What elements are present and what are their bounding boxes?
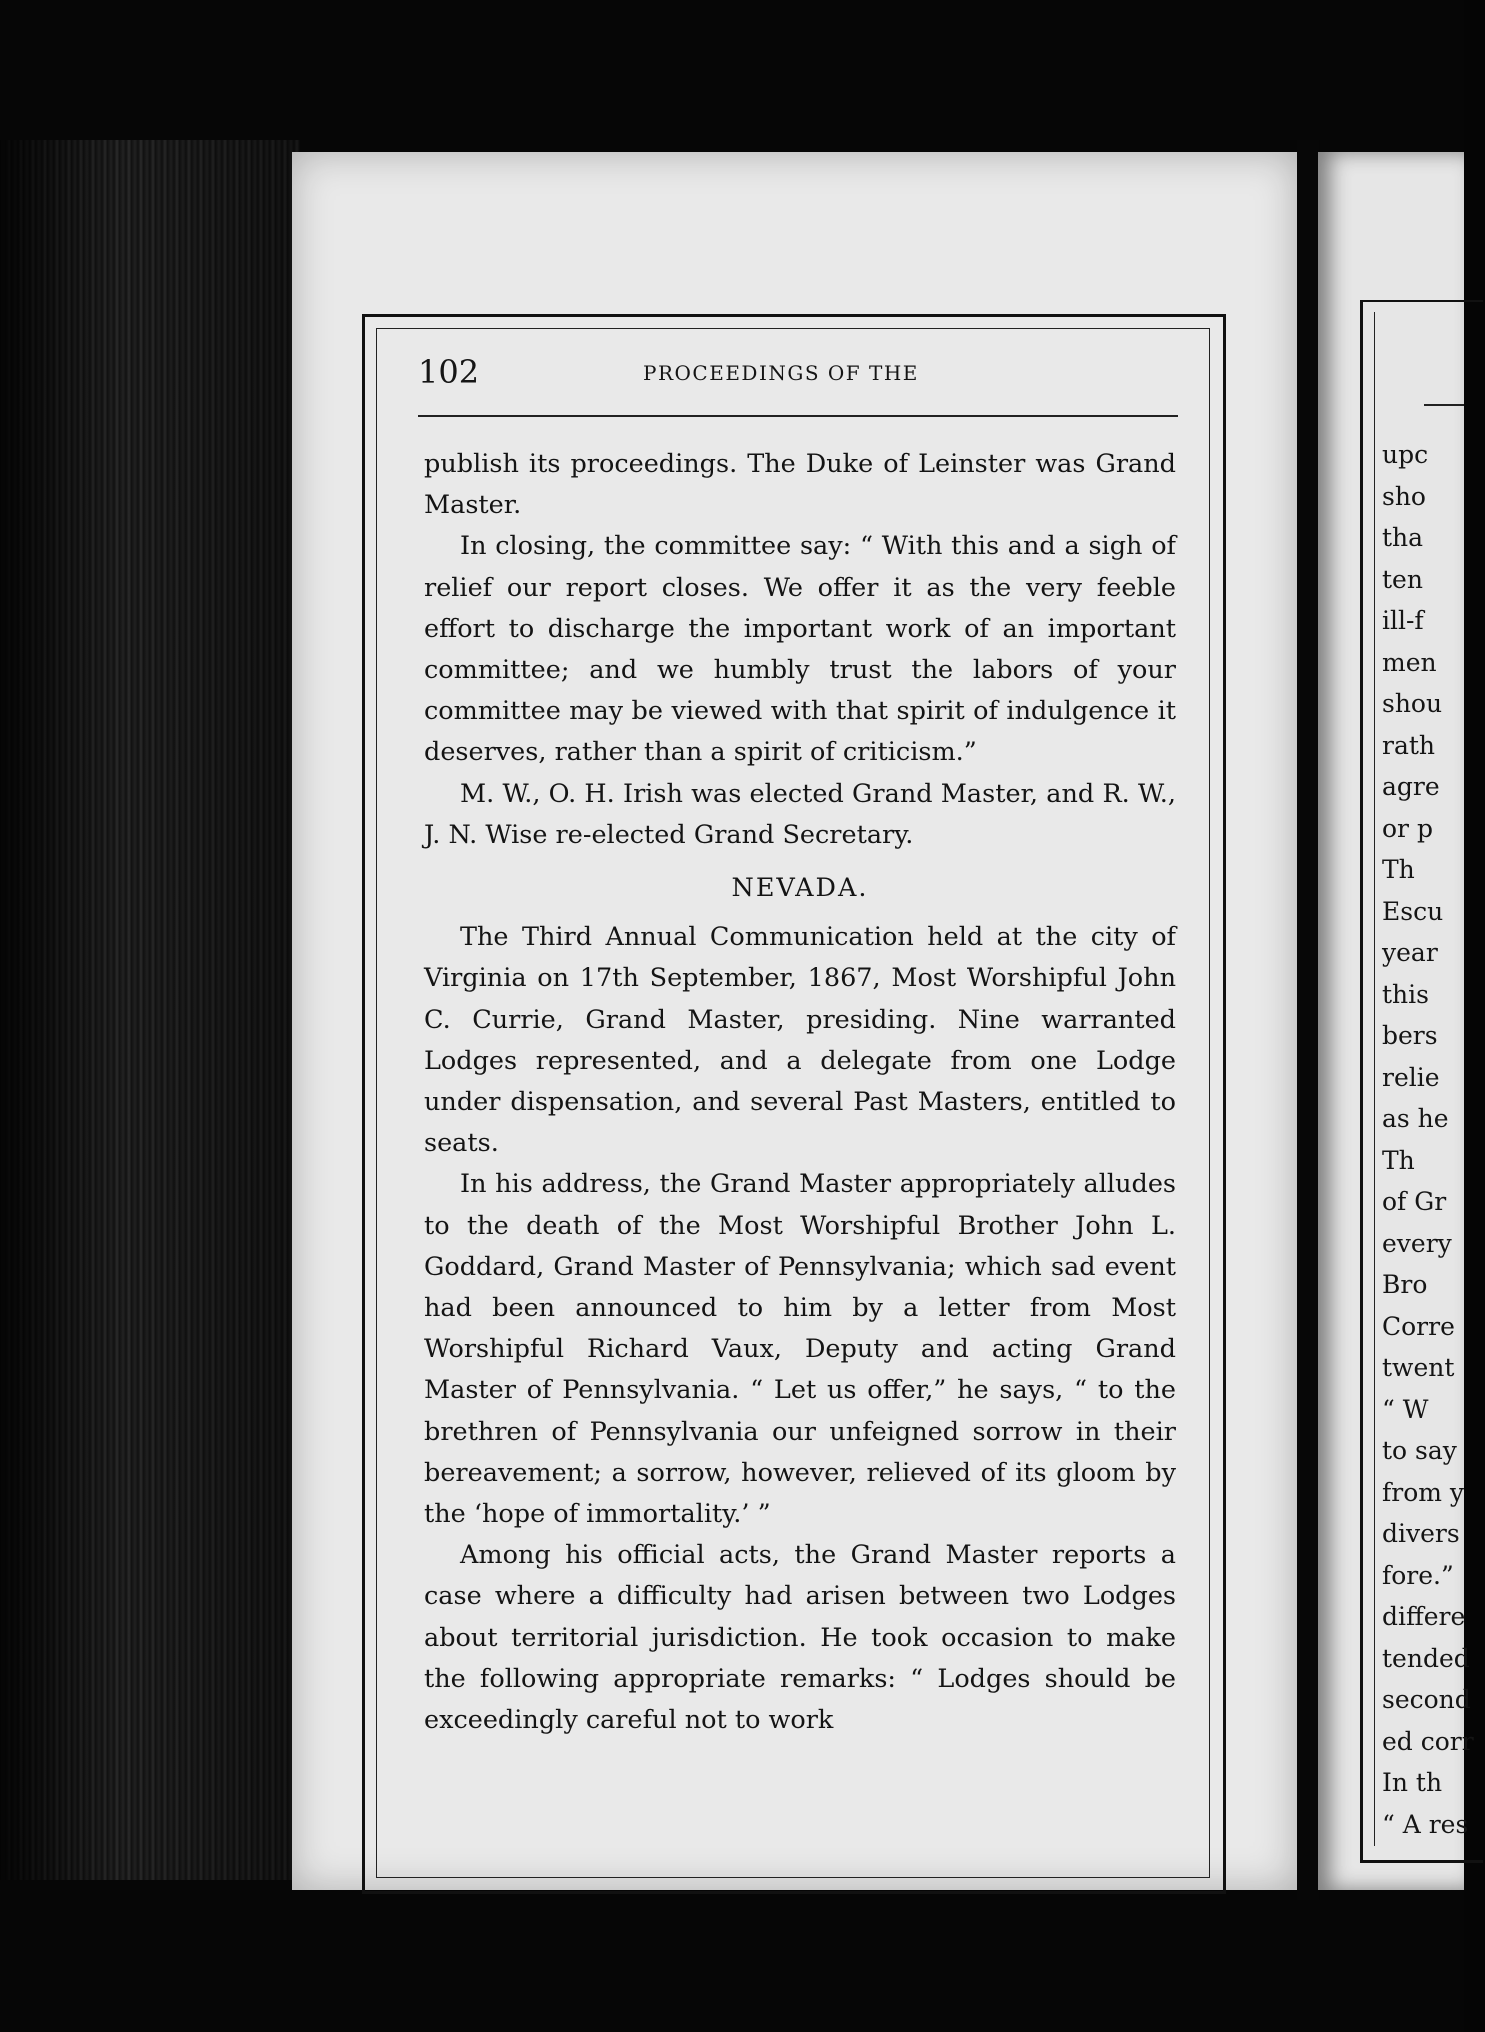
right-page-line: year [1382, 938, 1438, 967]
right-page-line: tended [1382, 1643, 1470, 1673]
right-page-line: tha [1382, 523, 1424, 552]
right-page-line: as he [1382, 1104, 1449, 1133]
running-title: PROCEEDINGS OF THE [643, 361, 919, 385]
right-page-line: fore.” [1382, 1560, 1454, 1590]
right-page-line: shou [1382, 689, 1443, 718]
right-page-line: agre [1382, 772, 1440, 801]
right-page-line: Escu [1382, 896, 1444, 926]
right-page-line: to say [1382, 1436, 1457, 1465]
page-number: 102 [418, 353, 480, 391]
right-page-line: rath [1382, 730, 1436, 760]
right-page-line: every [1382, 1228, 1452, 1258]
paragraph: M. W., O. H. Irish was elected Grand Master, and R. W., J. N. Wise re-elected Grand Secretary. [424, 778, 1176, 850]
right-page-line: men [1382, 647, 1437, 677]
paragraph: In closing, the committee say: “ With this and a sigh of relief our report closes. We offer it as the very feeble effort to discharge the important work of an important committee; and we humbly trust the labors of your committee may be viewed with that spirit of indulgence it deserves, rather than a spirit of criticism.” [424, 531, 1176, 768]
book-page-edges [0, 140, 300, 1880]
right-page-line: Th [1382, 855, 1415, 884]
right-page-line: “ A res [1382, 1809, 1469, 1839]
right-page-line: “ W [1382, 1394, 1429, 1424]
paragraph: In his address, the Grand Master appropriately alludes to the death of the Most Worshipful Brother John L. Goddard, Grand Master of Pennsylvania; which sad event had been announced to him by a letter from Most Worshipful Richard Vaux, Deputy and acting Grand Master of Pennsylvania. “ Let us offer,” he says, “ to the brethren of Pennsylvania our unfeigned sorrow in their bereavement; a sorrow, however, relieved of its gloom by the ‘hope of immortality.’ ” [424, 1169, 1176, 1530]
right-page-line: ill-f [1382, 606, 1424, 635]
right-page-line: sho [1382, 481, 1426, 511]
right-page-line: Th [1382, 1145, 1415, 1175]
page-gutter [1297, 140, 1319, 1900]
header-rule [418, 415, 1178, 417]
right-header-rule [1424, 404, 1464, 406]
right-page-line: this [1382, 979, 1429, 1009]
running-header [418, 352, 1168, 402]
right-page-line: ed corr [1382, 1726, 1474, 1756]
right-page-line: Bro [1382, 1270, 1428, 1299]
right-page-line: second [1382, 1685, 1471, 1714]
right-page-text [1382, 434, 1472, 1845]
paragraph: Among his official acts, the Grand Master reports a case where a difficulty had arisen between two Lodges about territorial jurisdiction. He took occasion to make the following appropriate remarks: “ Lodges should be exceedingly careful not to work [424, 1540, 1176, 1736]
right-page-line: differe [1382, 1602, 1466, 1631]
page-body [424, 444, 1176, 1741]
section-heading: NEVADA. [731, 873, 869, 904]
right-page-line: of Gr [1382, 1187, 1447, 1216]
right-page-line: ten [1382, 564, 1423, 594]
right-page-line: bers [1382, 1021, 1438, 1050]
right-page-line: twent [1382, 1353, 1455, 1382]
right-page-line: from y [1382, 1477, 1465, 1507]
right-page-line: relie [1382, 1062, 1440, 1092]
right-page-line: upc [1382, 440, 1429, 469]
right-page-line: In th [1382, 1768, 1443, 1797]
paragraph: publish its proceedings. The Duke of Leinster was Grand Master. [424, 449, 1176, 521]
right-page-line: Corre [1382, 1311, 1455, 1341]
right-page-line: divers [1382, 1519, 1460, 1548]
right-page-line: or p [1382, 813, 1433, 843]
paragraph: The Third Annual Communication held at the city of Virginia on 17th September, 1867, Most Worshipful John C. Currie, Grand Master, presiding. Nine warranted Lodges represented, and a delegate from one Lodge under dispensation, and several Past Masters, entitled to seats. [424, 922, 1176, 1159]
